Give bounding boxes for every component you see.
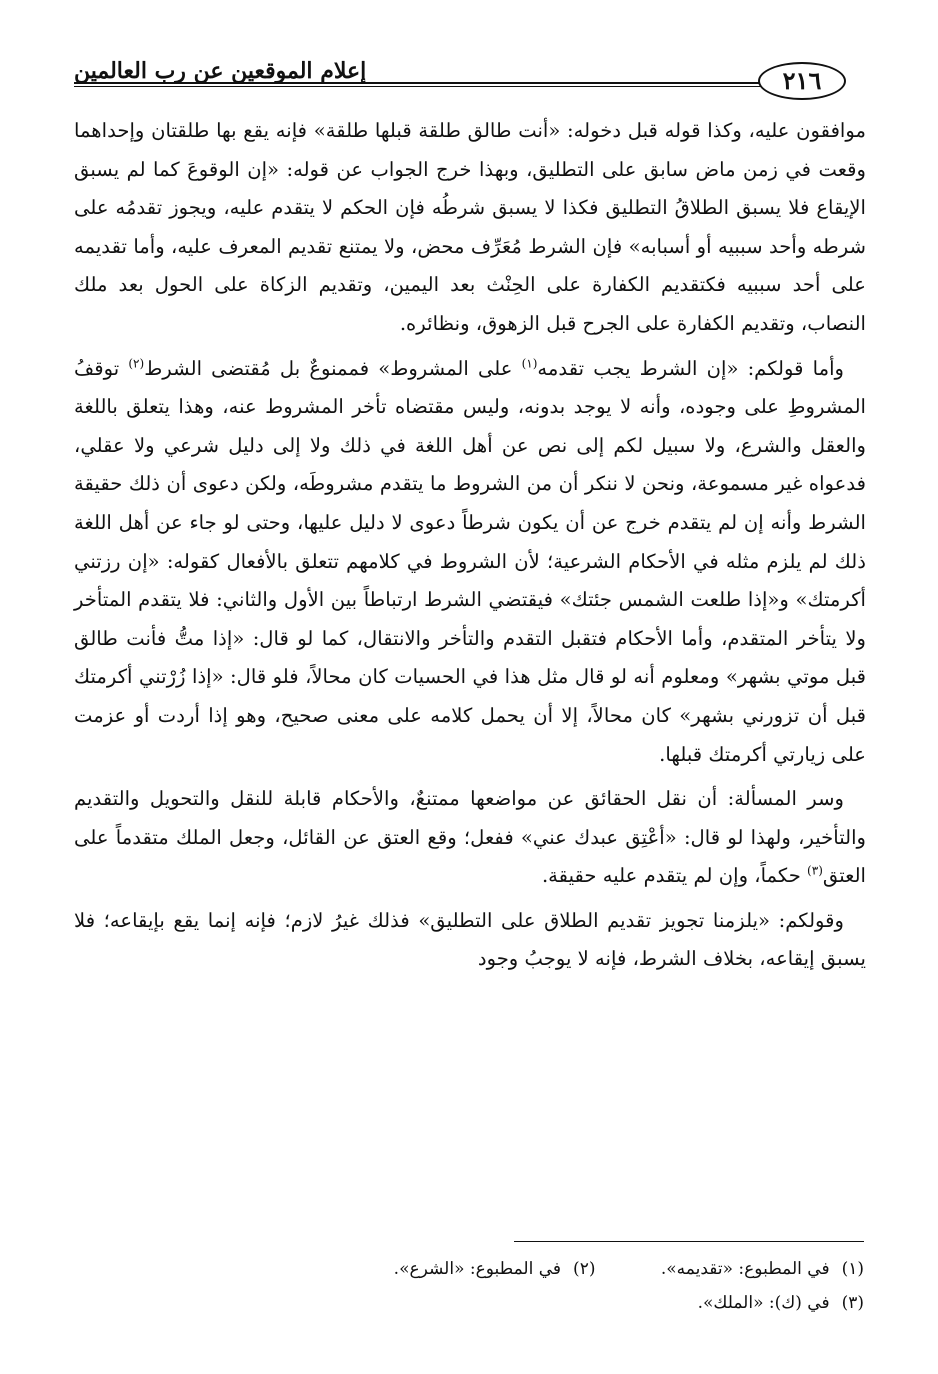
paragraph-2 — [74, 350, 866, 775]
header-rule-thin — [74, 86, 786, 87]
book-title: إعلام الموقعين عن رب العالمين — [74, 58, 367, 84]
footnote-3-number: (٣) — [841, 1293, 864, 1313]
footnote-2-text: في المطبوع: «الشرع». — [393, 1259, 562, 1279]
footnote-row-1 — [72, 1252, 864, 1286]
footnote-1 — [661, 1252, 864, 1286]
page-header — [74, 52, 866, 102]
footnote-1-number: (١) — [841, 1259, 864, 1279]
main-text — [74, 112, 866, 985]
footnotes — [72, 1252, 864, 1320]
paragraph-2-part-3: توقفُ المشروطِ على وجوده، وأنه لا يوجد بدونه، وليس مقتضاه تأخر المشروط عنه، وهذا يتعلق باللغة والعقل والشرع، ولا سبيل لكم إلى نص عن أهل اللغة في ذلك ولا إلى دليل شرعي ولا عقلي، فدعواه غير مسموعة، ونحن لا ننكر أن من الشروط ما يتقدم مشروطَه، ولكن دعوى أن ذلك حقيقة الشرط وأنه إن لم يتقدم خرج عن أن يكون شرطاً دعوى لا دليل عليها، وحتى لو جاء عن أهل اللغة ذلك لم يلزم مثله في الأحكام الشرعية؛ لأن الشروط في كلامهم تتعلق بالأفعال كقوله: «إن رزتني أكرمتك» و«إذا طلعت الشمس جئتك» فيقتضي الشرط ارتباطاً بين الأول والثاني: فلا يتقدم المتأخر ولا يتأخر المتقدم، وأما الأحكام فتقبل التقدم والتأخر والانتقال، كما لو قال: «إذا متُّ فأنت طالق قبل موتي بشهر» ومعلوم أنه لو قال مثل هذا في الحسيات كان محالاً، فلو قال: «إذا زُرْتني أكرمتك قبل أن تزورني بشهر» كان محالاً، إلا أن يحمل كلامه على معنى صحيح، وهو إذا أردت أو عزمت على زيارتي أكرمتك قبلها. — [74, 356, 866, 766]
footnote-ref-2[interactable]: (٢) — [128, 356, 145, 371]
footnote-ref-1[interactable]: (١) — [521, 356, 538, 371]
header-rule — [74, 82, 786, 84]
paragraph-3-part-2: حكماً، وإن لم يتقدم عليه حقيقة. — [541, 864, 808, 888]
footnote-rule — [514, 1241, 864, 1242]
footnote-3 — [698, 1286, 864, 1320]
page-number: ٢١٦ — [758, 62, 846, 100]
paragraph-1: موافقون عليه، وكذا قوله قبل دخوله: «أنت طالق طلقة قبلها طلقة» فإنه يقع بها طلقتان وإحداهما وقعت في زمن ماض سابق على التطليق، وبهذا خرج الجواب عن قوله: «إن الوقوعَ كما لم يسبق الإيقاع فلا يسبق الطلاقُ التطليق فكذا لا يسبق شرطُه فإن الحكم لا يتقدم عليه، ويجوز تقدمُه على شرطه وأحد سببيه أو أسبابه» فإن الشرط مُعَرِّف محض، ولا يمتنع تقديم المعرف عليه، وأما تقديمه على أحد سببيه فكتقديم الكفارة على الحِنْث بعد اليمين، وتقديم الزكاة على الحول بعد ملك النصاب، وتقديم الكفارة على الجرح قبل الزهوق، ونظائره. — [74, 119, 866, 335]
footnote-3-text: في (ك): «الملك». — [697, 1293, 830, 1313]
footnote-ref-3[interactable]: (٣) — [807, 863, 823, 878]
footnote-1-text: في المطبوع: «تقديمه». — [660, 1259, 830, 1279]
footnote-2-number: (٢) — [573, 1259, 596, 1279]
paragraph-2-part-2: على المشروط» فممنوعٌ بل مُقتضى الشرط — [144, 356, 522, 380]
paragraph-4: وقولكم: «يلزمنا تجويز تقديم الطلاق على التطليق» فذلك غيرُ لازم؛ فإنه إنما يقع بإيقاعه؛ فلا يسبق إيقاعه، بخلاف الشرط، فإنه لا يوجبُ وجود — [74, 908, 866, 971]
paragraph-3-part-1: وسر المسألة: أن نقل الحقائق عن مواضعها ممتنعٌ، والأحكام قابلة للنقل والتحويل والتقديم والتأخير، ولهذا لو قال: «أعْتِق عبدك عني» ففعل؛ وقع العتق عن القائل، وجعل الملك متقدماً على العتق — [74, 787, 866, 888]
paragraph-3 — [74, 780, 866, 896]
footnote-2 — [394, 1252, 596, 1286]
paragraph-2-part-1: وأما قولكم: «إن الشرط يجب تقدمه — [537, 356, 844, 380]
footnote-row-2 — [72, 1286, 864, 1320]
